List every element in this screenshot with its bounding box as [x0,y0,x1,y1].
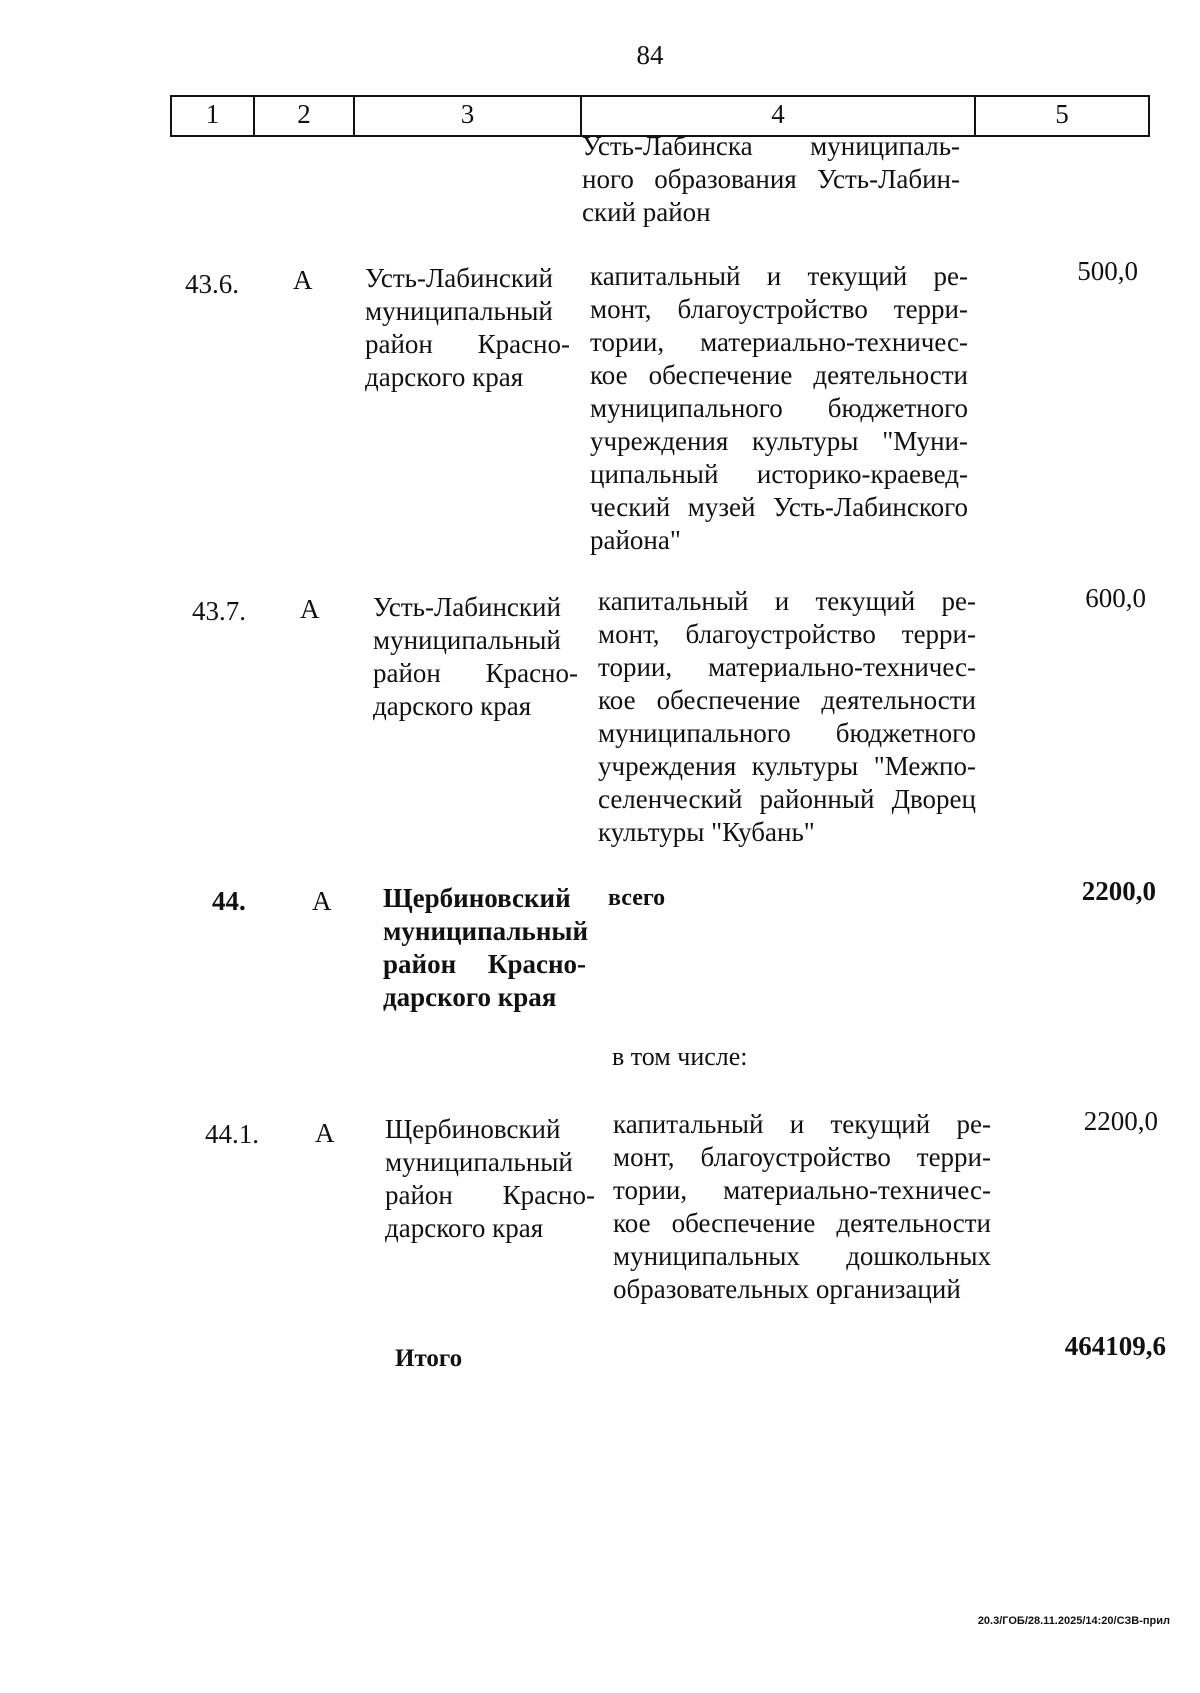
org-line: дарского края [385,1213,544,1243]
row-amount: 2200,0 [1081,876,1156,906]
org-line: муниципальный [383,916,589,946]
org-line: муниципальный [385,1147,573,1177]
org-line: дарского края [383,982,557,1012]
row-description [590,260,968,557]
desc-line: монт, благоустройство терри- [590,294,968,324]
document-code: 20.3/ГОБ/28.11.2025/14:20/СЗВ-прил [977,1615,1170,1627]
desc-line: кое обеспечение деятельности [590,360,968,390]
desc-line: капитальный и текущий ре- [590,261,968,291]
row-organization [373,591,578,723]
row-number: 44.1. [205,1119,259,1149]
desc-line: селенческий районный Дворец [598,784,976,814]
desc-line: ципальный историко-краевед- [590,459,968,489]
desc-line: района" [590,525,681,555]
desc-line: кое обеспечение деятельности [598,685,976,715]
desc-line: ческий музей Усть-Лабинского [590,492,968,522]
row-description [613,1108,991,1306]
org-line: дарского края [373,691,532,721]
desc-line: учреждения культуры "Межпо- [598,751,976,781]
org-line: район Красно- [383,949,586,979]
org-line: Щербиновский [385,1114,561,1144]
row-letter: А [293,265,313,295]
total-amount: 464109,6 [1064,1331,1166,1361]
desc-line: Усть-Лабинска муниципаль- [582,131,960,161]
desc-line: кое обеспечение деятельности [613,1208,991,1238]
total-label: Итого [395,1345,463,1372]
desc-line: муниципального бюджетного [598,718,976,748]
row-description [608,882,665,915]
desc-line: учреждения культуры "Муни- [590,426,968,456]
row-number: 43.6. [185,269,239,299]
row-organization [365,262,570,394]
org-line: муниципальный [365,296,553,326]
desc-line: культуры "Кубань" [598,817,815,847]
desc-line: тории, материально-техничес- [613,1175,991,1205]
row-number: 43.7. [192,596,246,626]
row-description [598,585,976,849]
org-line: Щербиновский [383,883,571,913]
desc-line: монт, благоустройство терри- [598,619,976,649]
desc-line: муниципальных дошкольных [613,1241,991,1271]
page-number: 84 [636,40,664,70]
desc-line: монт, благоустройство терри- [613,1142,991,1172]
org-line: Усть-Лабинский [373,592,561,622]
header-col-3: 3 [355,97,582,135]
org-line: дарского края [365,362,524,392]
desc-line: тории, материально-техничес- [598,652,976,682]
row-amount: 2200,0 [1083,1106,1158,1136]
desc-line: всего [608,885,666,911]
desc-line: тории, материально-техничес- [590,327,968,357]
including-label: в том числе: [612,1042,748,1071]
continuation-description [582,130,960,229]
desc-line: капитальный и текущий ре- [598,586,976,616]
row-letter: А [300,594,320,624]
row-letter: А [315,1118,335,1148]
row-letter: А [312,886,332,916]
row-amount: 600,0 [1085,583,1146,613]
desc-line: ного образования Усть-Лабин- [582,164,960,194]
org-line: район Красно- [385,1180,595,1210]
org-line: Усть-Лабинский [365,263,553,293]
header-col-5: 5 [1055,99,1069,129]
desc-line: муниципального бюджетного [590,393,968,423]
header-col-4: 4 [582,97,976,135]
row-number: 44. [212,886,246,916]
desc-line: образовательных организаций [613,1274,961,1304]
desc-line: ский район [582,197,711,227]
header-col-1: 1 [172,97,255,135]
org-line: муниципальный [373,625,561,655]
desc-line: капитальный и текущий ре- [613,1109,991,1139]
row-organization [383,882,589,1014]
row-amount: 500,0 [1077,256,1138,286]
header-col-2: 2 [255,97,355,135]
org-line: район Красно- [365,329,570,359]
row-organization [385,1113,595,1245]
org-line: район Красно- [373,658,578,688]
